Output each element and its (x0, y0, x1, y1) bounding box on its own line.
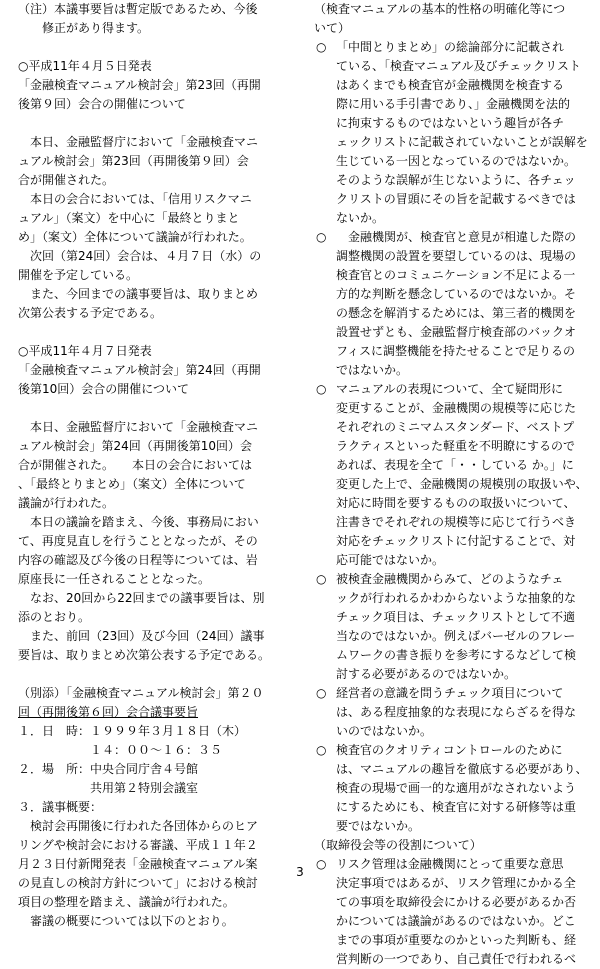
bullet-circle-icon: ○ (316, 382, 327, 396)
section-heading-board-role: （取締役会等の役割について） (314, 838, 482, 852)
announcement-2-title: 「金融検査マニュアル検討会」第24回（再開 後第10回）会合の開催について (18, 363, 261, 396)
attachment-title-text: 回（再開後第６回）会合議事要旨 (18, 705, 199, 719)
bullet-circle-icon: ○ (316, 743, 327, 757)
provisional-note: （注）本議事要旨は暫定版であるため、今後 修正があり得ます。 (18, 2, 258, 35)
list-item: ○ マニュアルの表現について、全て疑問形に 変更することが、金融機関の規模等に応じた それぞれのミニマムスタンダード、ベストプ ラクティスといった軽重を不明瞭にするので あれば、表現を全て「・・している か。」に 変更した上で、金融機関の規模別の取扱いや、 対応に時間を要するものの取扱いについて、 注書きでそれぞれの規模等に応じて行うべき 対応をチェックリストに付記することで、対 応可能ではないか。 (316, 382, 588, 567)
bullet-circle-icon: ○ (316, 857, 327, 871)
list-item: ○ 金融機関が、検査官と意見が相違した際の 調整機関の設置を要望しているのは、現場の 検査官とのコミュニケーション不足による一 方的な判断を懸念しているのではないか。そ の懸念を解消するためには、第三者的機関を 設置せずとも、金融監督庁検査部のバックオ フィスに調整機能を持たせることで足りるの ではないか。 (316, 230, 577, 377)
bullet-circle-icon: ○ (316, 572, 327, 586)
announcement-1-body: 本日、金融監督庁において「金融検査マニ ュアル検討会」第23回（再開後第９回）会 合が開催された。 本日の会合においては、「信用リスクマニ ュアル」（案文）を中心に「最終とりまと め」（案文）全体について議論が行われた。 次回（第24回）会合は、４月７日（水）の 開催を予定している。 また、今回までの議事要旨は、取りまとめ 次第公表する予定である。 (18, 135, 262, 320)
page-number: 3 (296, 865, 304, 879)
announcement-1-title: 「金融検査マニュアル検討会」第23回（再開 後第９回）会合の開催について (18, 78, 261, 111)
bullet-circle-icon: ○ (316, 40, 327, 54)
announcement-2-date: ○平成11年４月７日発表 (18, 344, 152, 358)
discussion-summary: 検討会再開後に行われた各団体からのヒア リングや検討会における審議、平成１１年２ 月２３日付新聞発表「金融検査マニュアル案 の見直しの検討方針について」における検討 項目の整理を踏まえ、議論が行われた。 審議の概要については以下のとおり。 (18, 819, 259, 928)
list-item: ○ 検査官のクオリティコントロールのために は、マニュアルの趣旨を徹底する必要があり、 検査の現場で画一的な適用がなされないよう にするためにも、検査官に対する研修等は重 要ではないか。 (316, 743, 588, 833)
bullet-circle-icon: ○ (316, 686, 327, 700)
bullet-circle-icon: ○ (316, 230, 327, 244)
right-column (314, 0, 590, 969)
attachment-title-line-2 (18, 703, 306, 722)
announcement-2-body: 本日、金融監督庁において「金融検査マニ ュアル検討会」第24回（再開後第10回）会 合が開催された。 本日の会合においては 、「最終とりまとめ」（案文）全体について 議論が行われた。 本日の議論を踏まえ、今後、事務局におい て、再度見直しを行うこととなったが、その 内容の確認及び今後の日程等については、岩 原座長に一任されることとなった。 なお、20回から22回までの議事要旨は、別 添のとおり。 また、前回（23回）及び今回（24回）議事 要旨は、取りまとめ次第公表する予定である。 (18, 420, 271, 662)
list-item: ○ 被検査金融機関からみて、どのようなチェ ックが行われるかわからないような抽象的な チェック項目は、チェックリストとして不適 当なのではないか。例えばバーゼルのフレー ムワークの書き振りを参考にするなどして検 討する必要があるのではないか。 (316, 572, 577, 681)
left-column (18, 0, 306, 931)
attachment-title-line-1: （別添）「金融検査マニュアル検討会」第２０ (18, 686, 264, 700)
section-heading-basic-nature: （検査マニュアルの基本的性格の明確化等につ いて） (314, 2, 566, 35)
list-item: ○ 「中間とりまとめ」の総論部分に記載され ている、「検査マニュアル及びチェックリスト はあくまでも検査官が金融機関を検査する 際に用いる手引書であり、」金融機関を法的 に拘束するものではないという趣旨が各チ ェックリストに記載されていないことが誤解を 生じている一因となっているのではないか。 そのような誤解が生じないように、各チェッ クリストの冒頭にその旨を記載するべきでは ないか。 (316, 40, 588, 225)
meeting-info: １．日 時：１９９９年３月１８日（木） １４：００～１６：３５ ２．場 所：中央合同庁舎４号館 共用第２特別会議室 ３．議事概要： (18, 724, 247, 814)
announcement-1-date: ○平成11年４月５日発表 (18, 59, 152, 73)
list-item: ○ リスク管理は金融機関にとって重要な意思 決定事項ではあるが、リスク管理にかかる全 ての事項を取締役会にかける必要があるか否 かについては議論があるのではないか。どこ までの事項が重要なのかといった判断も、経 営判断の一つであり、自己責任で行われるべ (316, 857, 577, 966)
list-item: ○ 経営者の意識を問うチェック項目について は、ある程度抽象的な表現にならざるを得な いのではないか。 (316, 686, 577, 738)
